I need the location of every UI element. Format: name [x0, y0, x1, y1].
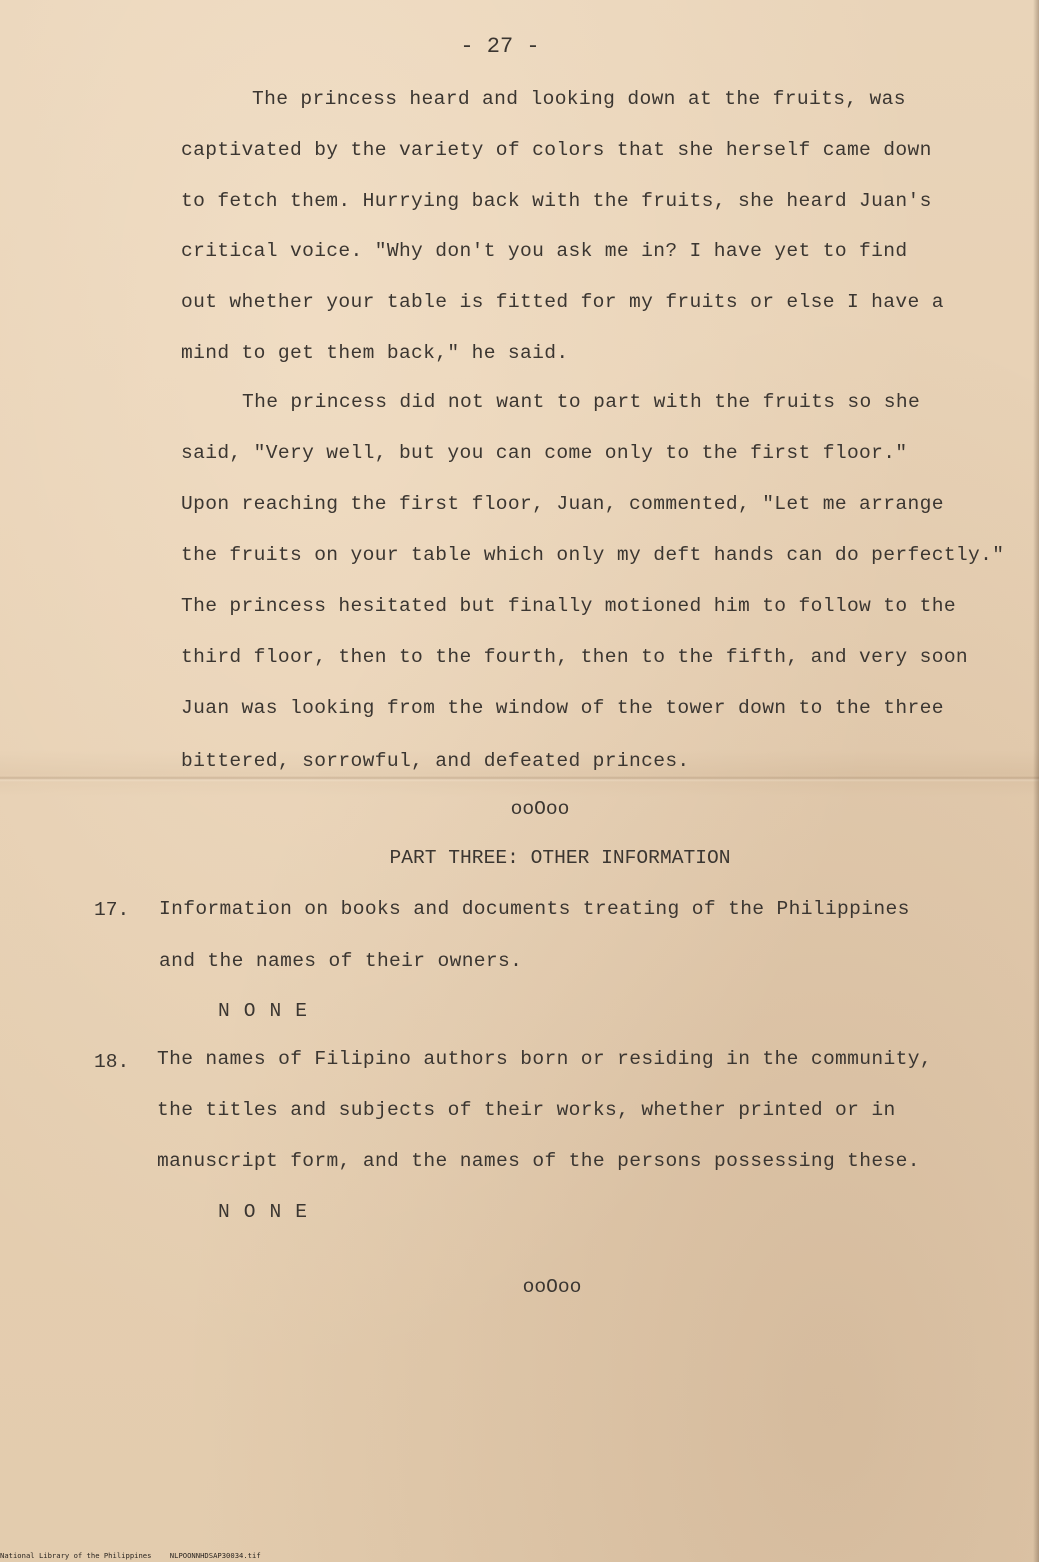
separator: ooOoo — [510, 798, 570, 820]
story-line: to fetch them. Hurrying back with the fruits, she heard Juan's — [181, 190, 932, 212]
story-line: third floor, then to the fourth, then to the fifth, and very soon — [181, 646, 969, 668]
story-line: captivated by the variety of colors that she herself came down — [181, 139, 932, 161]
story-line: The princess did not want to part with the fruits so she — [242, 391, 921, 413]
part-heading: PART THREE: OTHER INFORMATION — [389, 847, 731, 869]
story-line: Juan was looking from the window of the tower down to the three — [181, 697, 944, 719]
footer-filename: NLPOONNHDSAP30034.tif — [169, 1551, 261, 1560]
item-17-text: and the names of their owners. — [159, 950, 523, 972]
story-line: The princess hesitated but finally motioned him to follow to the — [181, 595, 956, 617]
story-line: the fruits on your table which only my deft hands can do perfectly." — [181, 544, 1005, 566]
story-line: Upon reaching the first floor, Juan, commented, "Let me arrange — [181, 493, 944, 515]
page-number: - 27 - — [460, 34, 540, 59]
paper-edge-shadow — [1033, 0, 1039, 1562]
story-line: mind to get them back," he said. — [181, 342, 569, 364]
story-line: out whether your table is fitted for my fruits or else I have a — [181, 291, 944, 313]
story-line: bittered, sorrowful, and defeated princes. — [181, 750, 690, 772]
scan-footer — [0, 1551, 275, 1560]
item-17-answer: NONE — [218, 1000, 322, 1022]
item-17-text: Information on books and documents treating of the Philippines — [159, 898, 910, 920]
separator: ooOoo — [522, 1276, 582, 1298]
story-line: said, "Very well, but you can come only to the first floor." — [181, 442, 908, 464]
footer-library: National Library of the Philippines — [0, 1551, 152, 1560]
story-line: critical voice. "Why don't you ask me in? I have yet to find — [181, 240, 908, 262]
item-number-18: 18. — [94, 1051, 130, 1073]
item-18-text: The names of Filipino authors born or residing in the community, — [157, 1048, 932, 1070]
item-18-text: the titles and subjects of their works, whether printed or in — [157, 1099, 896, 1121]
item-18-text: manuscript form, and the names of the persons possessing these. — [157, 1150, 920, 1172]
item-18-answer: NONE — [218, 1201, 322, 1223]
paper-fold — [0, 776, 1039, 782]
story-line: The princess heard and looking down at the fruits, was — [252, 88, 906, 110]
item-number-17: 17. — [94, 899, 130, 921]
